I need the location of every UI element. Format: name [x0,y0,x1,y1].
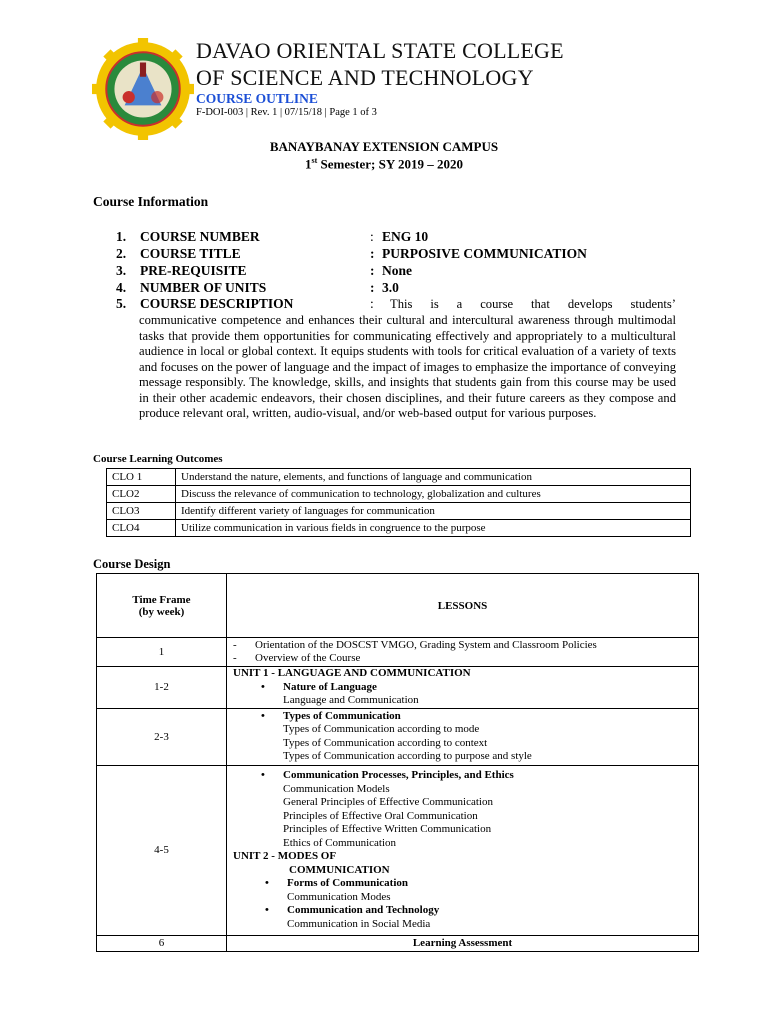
clo-code: CLO2 [107,486,176,503]
semester-line: 1st Semester; SY 2019 – 2020 [304,156,464,172]
course-description-text: communicative competence and enhances their cultural and intercultural awareness through multimodal tasks that provide them opportunities for communicating effectively and appropriately to a multicultural audience in local or global context. It equips students with tools for critical evaluation of a variety of texts and focuses on the power of language and the impact of images to emphasize the importance of conveying message responsibly. The knowledge, skills, and insights that students gain from this course may be used in their other academic endeavors, their chosen disciplines, and their future careers as they compose and produce relevant oral, written, audio-visual, and/or web-based output for various purposes. [139,313,676,421]
lessons-cell: - Orientation of the DOSCST VMGO, Grading System and Classroom Policies - Overview of the Course [227,638,699,667]
campus-name: BANAYBANAY EXTENSION CAMPUS [269,139,499,154]
table-row [107,503,691,520]
clo-table [106,468,691,537]
table-row [107,520,691,537]
table-row [97,935,699,951]
course-design-heading: Course Design [93,557,171,571]
table-row [97,708,699,765]
table-header-row [97,574,699,638]
form-code: F-DOI-003 | Rev. 1 | 07/15/18 | Page 1 of 3 [196,107,377,118]
info-row-course-number: 1. COURSE NUMBER : ENG 10 [116,229,429,244]
college-name-line2: OF SCIENCE AND TECHNOLOGY [196,65,534,90]
table-row [107,469,691,486]
clo-code: CLO3 [107,503,176,520]
course-information-heading: Course Information [93,194,209,209]
clo-text: Identify different variety of languages for communication [176,503,691,520]
clo-code: CLO 1 [107,469,176,486]
week-cell: 6 [97,935,227,951]
table-row [107,486,691,503]
college-seal-icon [92,38,194,140]
lessons-cell: • Communication Processes, Principles, and Ethics Communication Models General Principles of Effective Communication Principles of Effective Oral Communication Principles of Effective Written Communication Ethics of Communication UNIT 2 - MODES OF COMMUNICATION • Forms of Communication Communication Modes • Communication and Technology Communication in Social Media [227,765,699,935]
week-cell: 1-2 [97,667,227,709]
document-type: COURSE OUTLINE [196,91,318,106]
week-cell: 4-5 [97,765,227,935]
table-row [97,667,699,709]
clo-heading: Course Learning Outcomes [93,453,223,465]
info-row-course-description: 5. COURSE DESCRIPTION : [116,296,374,311]
clo-text: Understand the nature, elements, and functions of language and communication [176,469,691,486]
info-row-course-title: 2. COURSE TITLE : PURPOSIVE COMMUNICATION [116,246,587,261]
clo-text: Utilize communication in various fields in congruence to the purpose [176,520,691,537]
clo-text: Discuss the relevance of communication to technology, globalization and cultures [176,486,691,503]
week-cell: 1 [97,638,227,667]
table-row [97,765,699,935]
table-row [97,638,699,667]
lessons-header: LESSONS [227,574,699,638]
course-design-table [96,573,699,952]
info-row-prerequisite: 3. PRE-REQUISITE : None [116,263,412,278]
lessons-cell: UNIT 1 - LANGUAGE AND COMMUNICATION • Nature of Language Language and Communication [227,667,699,709]
college-name-line1: DAVAO ORIENTAL STATE COLLEGE [196,38,564,63]
clo-code: CLO4 [107,520,176,537]
info-row-number-of-units: 4. NUMBER OF UNITS : 3.0 [116,280,399,295]
lessons-cell: • Types of Communication Types of Communication according to mode Types of Communication according to context Types of Communication according to purpose and style [227,708,699,765]
timeframe-header: Time Frame (by week) [97,574,227,638]
course-description-first-line: This is a course that develops students’ [390,297,676,311]
lessons-cell: Learning Assessment [227,935,699,951]
week-cell: 2-3 [97,708,227,765]
